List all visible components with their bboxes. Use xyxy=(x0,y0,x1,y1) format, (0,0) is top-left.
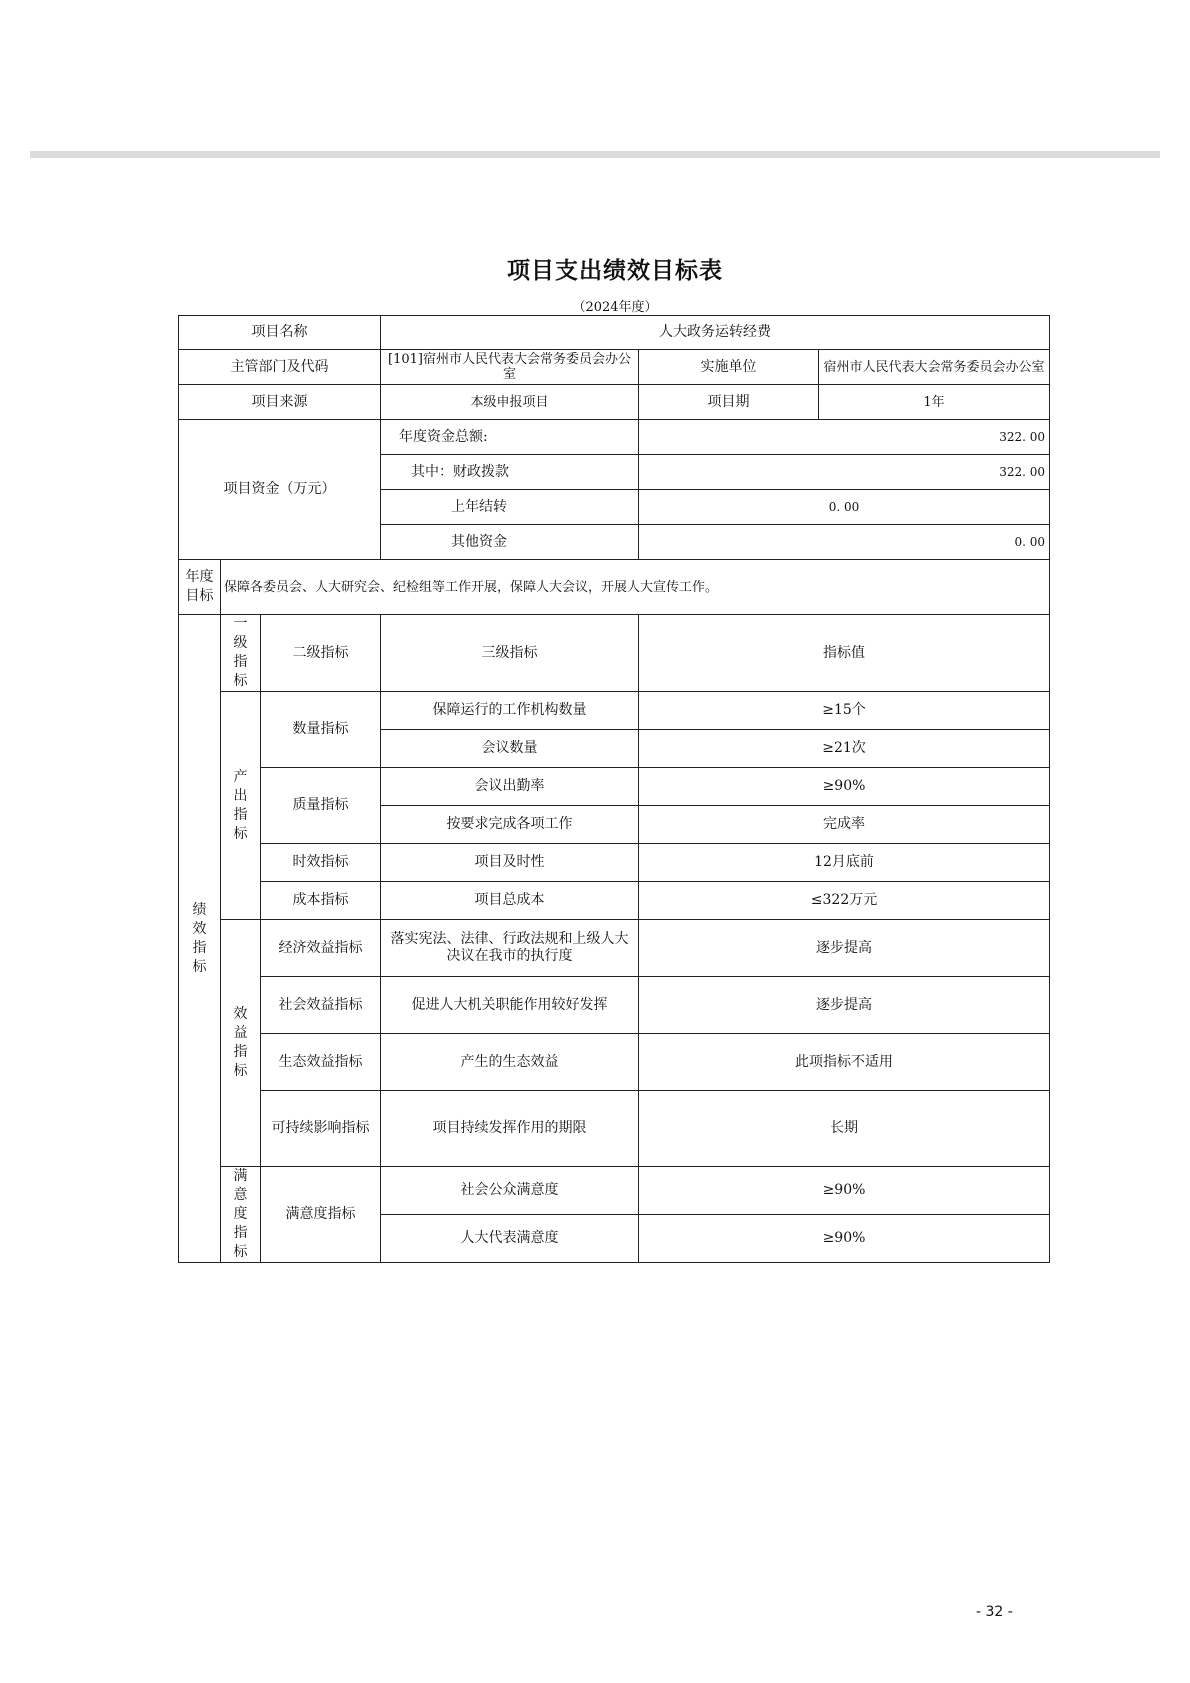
level2-satisfaction: 满意度指标 xyxy=(261,1167,381,1263)
period-label: 项目期 xyxy=(639,385,819,420)
benefit-indicators-label: 效益指标 xyxy=(221,920,261,1167)
level2-ecological: 生态效益指标 xyxy=(261,1034,381,1091)
level3-cell: 社会公众满意度 xyxy=(381,1167,639,1215)
table-row xyxy=(179,1167,1050,1215)
table-row xyxy=(179,768,1050,806)
page-number: - 32 - xyxy=(976,1604,1013,1620)
level2-cost: 成本指标 xyxy=(261,882,381,920)
table-row xyxy=(179,1034,1050,1091)
level3-cell: 会议数量 xyxy=(381,730,639,768)
top-divider xyxy=(30,151,1160,158)
value-cell: 12月底前 xyxy=(639,844,1050,882)
project-name-value: 人大政务运转经费 xyxy=(381,316,1050,350)
value-cell: 完成率 xyxy=(639,806,1050,844)
level3-cell: 项目及时性 xyxy=(381,844,639,882)
table-row xyxy=(179,882,1050,920)
level3-cell: 产生的生态效益 xyxy=(381,1034,639,1091)
header-level3: 三级指标 xyxy=(381,615,639,692)
header-level1: 一级指标 xyxy=(221,615,261,692)
annual-goal-label: 年度目标 xyxy=(179,560,221,615)
funds-other-value: 0. 00 xyxy=(639,525,1050,560)
table-row xyxy=(179,977,1050,1034)
funds-carryover-label: 上年结转 xyxy=(381,490,639,525)
table-row xyxy=(179,844,1050,882)
level3-cell: 人大代表满意度 xyxy=(381,1215,639,1263)
funds-total-value: 322. 00 xyxy=(639,420,1050,455)
level3-cell: 落实宪法、法律、行政法规和上级人大决议在我市的执行度 xyxy=(381,920,639,977)
funds-total-label: 年度资金总额: xyxy=(381,420,639,455)
period-value: 1年 xyxy=(819,385,1050,420)
table-row xyxy=(179,920,1050,977)
document-title: 项目支出绩效目标表 xyxy=(507,258,723,284)
output-indicators-label: 产出指标 xyxy=(221,692,261,920)
performance-target-table xyxy=(178,315,1050,1263)
header-level2: 二级指标 xyxy=(261,615,381,692)
value-cell: 逐步提高 xyxy=(639,920,1050,977)
level2-timeliness: 时效指标 xyxy=(261,844,381,882)
annual-goal-value: 保障各委员会、人大研究会、纪检组等工作开展，保障人大会议，开展人大宣传工作。 xyxy=(221,560,1050,615)
level2-economic: 经济效益指标 xyxy=(261,920,381,977)
table-row xyxy=(179,350,1050,385)
dept-label: 主管部门及代码 xyxy=(179,350,381,385)
level3-cell: 项目总成本 xyxy=(381,882,639,920)
table-row xyxy=(179,385,1050,420)
level2-social: 社会效益指标 xyxy=(261,977,381,1034)
header-value: 指标值 xyxy=(639,615,1050,692)
level3-cell: 促进人大机关职能作用较好发挥 xyxy=(381,977,639,1034)
project-name-label: 项目名称 xyxy=(179,316,381,350)
satisfaction-indicators-label: 满意度指标 xyxy=(221,1167,261,1263)
table-row xyxy=(179,1091,1050,1167)
table-row xyxy=(179,692,1050,730)
source-label: 项目来源 xyxy=(179,385,381,420)
value-cell: ≥15个 xyxy=(639,692,1050,730)
table-row xyxy=(179,316,1050,350)
value-cell: ≥90% xyxy=(639,768,1050,806)
table-row xyxy=(179,420,1050,455)
impl-unit-label: 实施单位 xyxy=(639,350,819,385)
value-cell: ≤322万元 xyxy=(639,882,1050,920)
level3-cell: 项目持续发挥作用的期限 xyxy=(381,1091,639,1167)
perf-indicators-label: 绩效指标 xyxy=(179,615,221,1263)
value-cell: 逐步提高 xyxy=(639,977,1050,1034)
level2-quantity: 数量指标 xyxy=(261,692,381,768)
level2-quality: 质量指标 xyxy=(261,768,381,844)
value-cell: 长期 xyxy=(639,1091,1050,1167)
dept-value: [101]宿州市人民代表大会常务委员会办公室 xyxy=(381,350,639,385)
table-row xyxy=(179,615,1050,692)
level3-cell: 会议出勤率 xyxy=(381,768,639,806)
funds-other-label: 其他资金 xyxy=(381,525,639,560)
value-cell: 此项指标不适用 xyxy=(639,1034,1050,1091)
value-cell: ≥90% xyxy=(639,1167,1050,1215)
impl-unit-value: 宿州市人民代表大会常务委员会办公室 xyxy=(819,350,1050,385)
value-cell: ≥21次 xyxy=(639,730,1050,768)
level3-cell: 按要求完成各项工作 xyxy=(381,806,639,844)
source-value: 本级申报项目 xyxy=(381,385,639,420)
funds-fiscal-value: 322. 00 xyxy=(639,455,1050,490)
table-row xyxy=(179,560,1050,615)
level2-sustainability: 可持续影响指标 xyxy=(261,1091,381,1167)
document-year: （2024年度） xyxy=(572,300,658,315)
funds-label: 项目资金（万元） xyxy=(179,420,381,560)
level3-cell: 保障运行的工作机构数量 xyxy=(381,692,639,730)
funds-carryover-value: 0. 00 xyxy=(639,490,1050,525)
funds-fiscal-label: 其中：财政拨款 xyxy=(381,455,639,490)
value-cell: ≥90% xyxy=(639,1215,1050,1263)
